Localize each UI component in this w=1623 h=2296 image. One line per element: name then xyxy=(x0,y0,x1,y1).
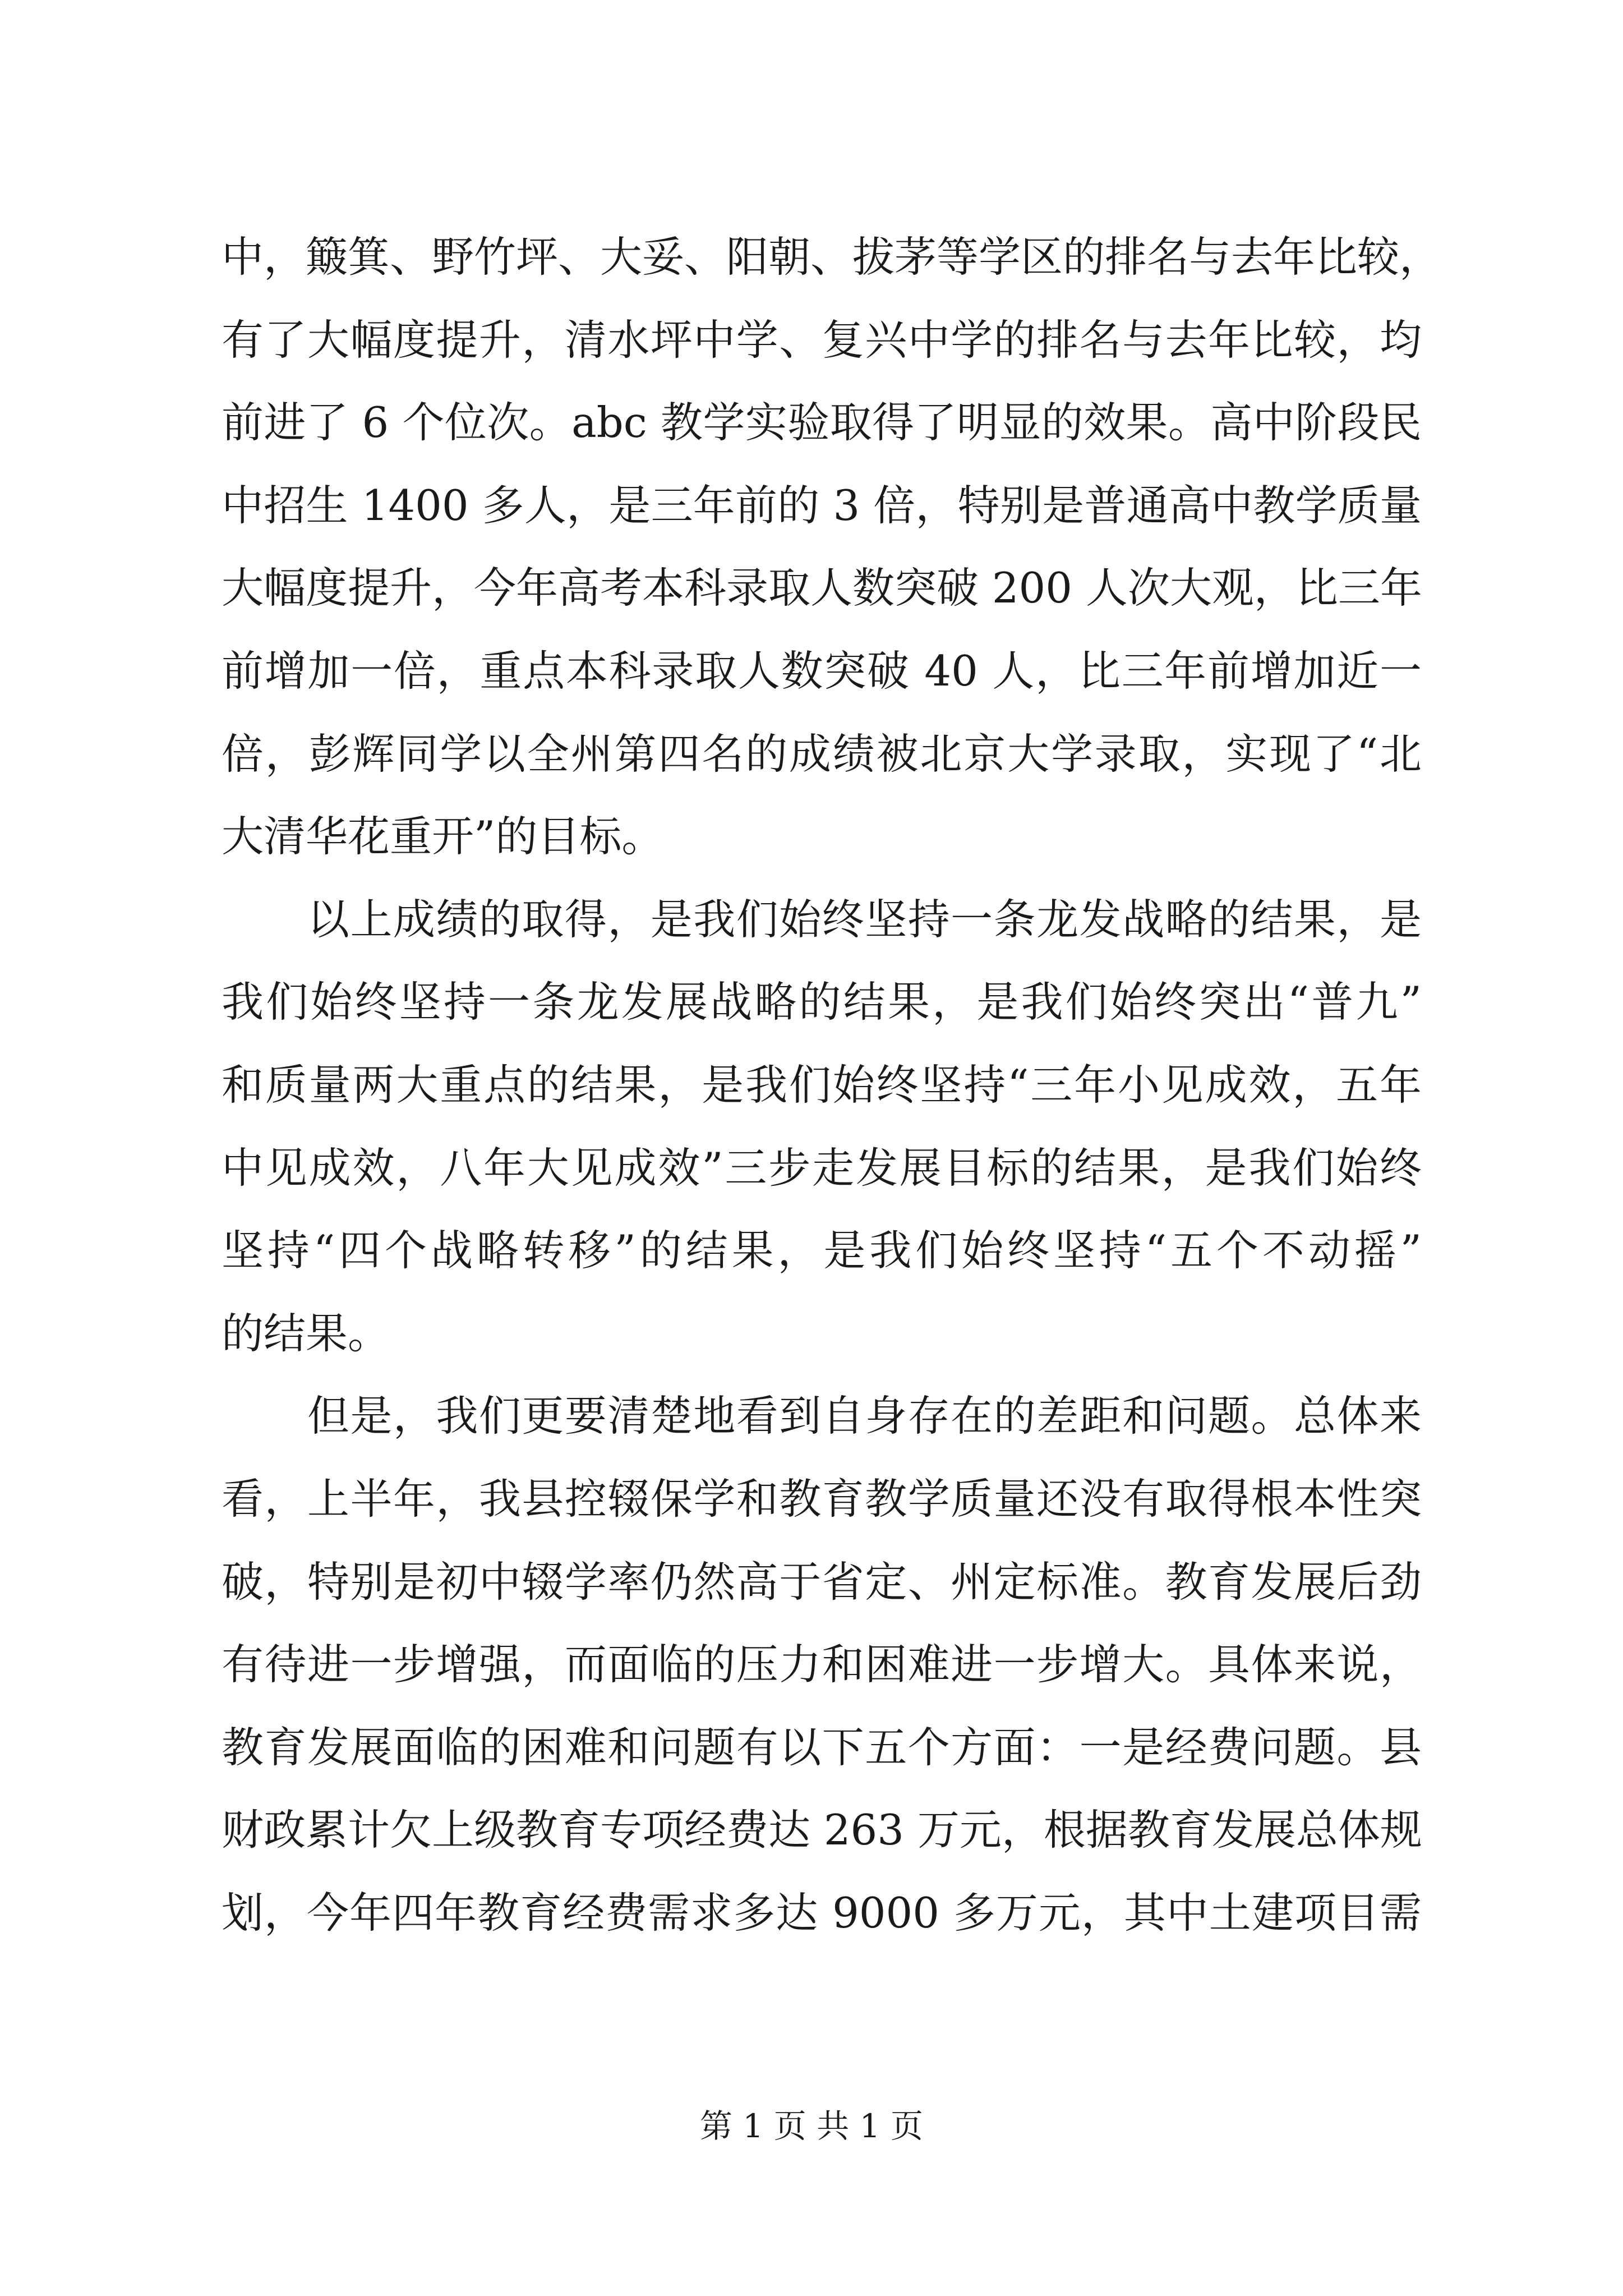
text-line: 大幅度提升，今年高考本科录取人数突破 200 人次大观，比三年 xyxy=(222,563,1422,613)
body-text xyxy=(222,216,1442,1954)
text-line: 前进了 6 个位次。abc 教学实验取得了明显的效果。高中阶段民 xyxy=(222,398,1422,448)
text-line: 教育发展面临的困难和问题有以下五个方面：一是经费问题。县 xyxy=(222,1722,1422,1772)
text-line: 以上成绩的取得，是我们始终坚持一条龙发战略的结果，是 xyxy=(222,894,1422,944)
text-line: 破，特别是初中辍学率仍然高于省定、州定标准。教育发展后劲 xyxy=(222,1557,1422,1607)
text-line: 坚持“四个战略转移”的结果，是我们始终坚持“五个不动摇” xyxy=(222,1226,1422,1276)
text-line: 划，今年四年教育经费需求多达 9000 多万元，其中土建项目需 xyxy=(222,1888,1422,1938)
text-line: 前增加一倍，重点本科录取人数突破 40 人，比三年前增加近一 xyxy=(222,646,1422,696)
text-line: 有了大幅度提升，清水坪中学、复兴中学的排名与去年比较，均 xyxy=(222,315,1422,365)
text-line: 中见成效，八年大见成效”三步走发展目标的结果，是我们始终 xyxy=(222,1143,1422,1193)
text-line: 和质量两大重点的结果，是我们始终坚持“三年小见成效，五年 xyxy=(222,1060,1422,1110)
text-line: 倍，彭辉同学以全州第四名的成绩被北京大学录取，实现了“北 xyxy=(222,729,1422,779)
text-line: 看，上半年，我县控辍保学和教育教学质量还没有取得根本性突 xyxy=(222,1474,1422,1524)
text-line: 的结果。 xyxy=(222,1308,390,1358)
text-line: 我们始终坚持一条龙发展战略的结果，是我们始终突出“普九” xyxy=(222,977,1422,1027)
text-line: 财政累计欠上级教育专项经费达 263 万元，根据教育发展总体规 xyxy=(222,1805,1422,1855)
text-line: 中，簸箕、野竹坪、大妥、阳朝、拔茅等学区的排名与去年比较， xyxy=(222,232,1442,282)
text-line: 但是，我们更要清楚地看到自身存在的差距和问题。总体来 xyxy=(222,1391,1422,1441)
page-footer: 第 1 页 共 1 页 xyxy=(700,2107,923,2145)
text-line: 大清华花重开”的目标。 xyxy=(222,812,664,862)
text-line: 中招生 1400 多人，是三年前的 3 倍，特别是普通高中教学质量 xyxy=(222,480,1422,530)
text-line: 有待进一步增强，而面临的压力和困难进一步增大。具体来说， xyxy=(222,1640,1422,1690)
